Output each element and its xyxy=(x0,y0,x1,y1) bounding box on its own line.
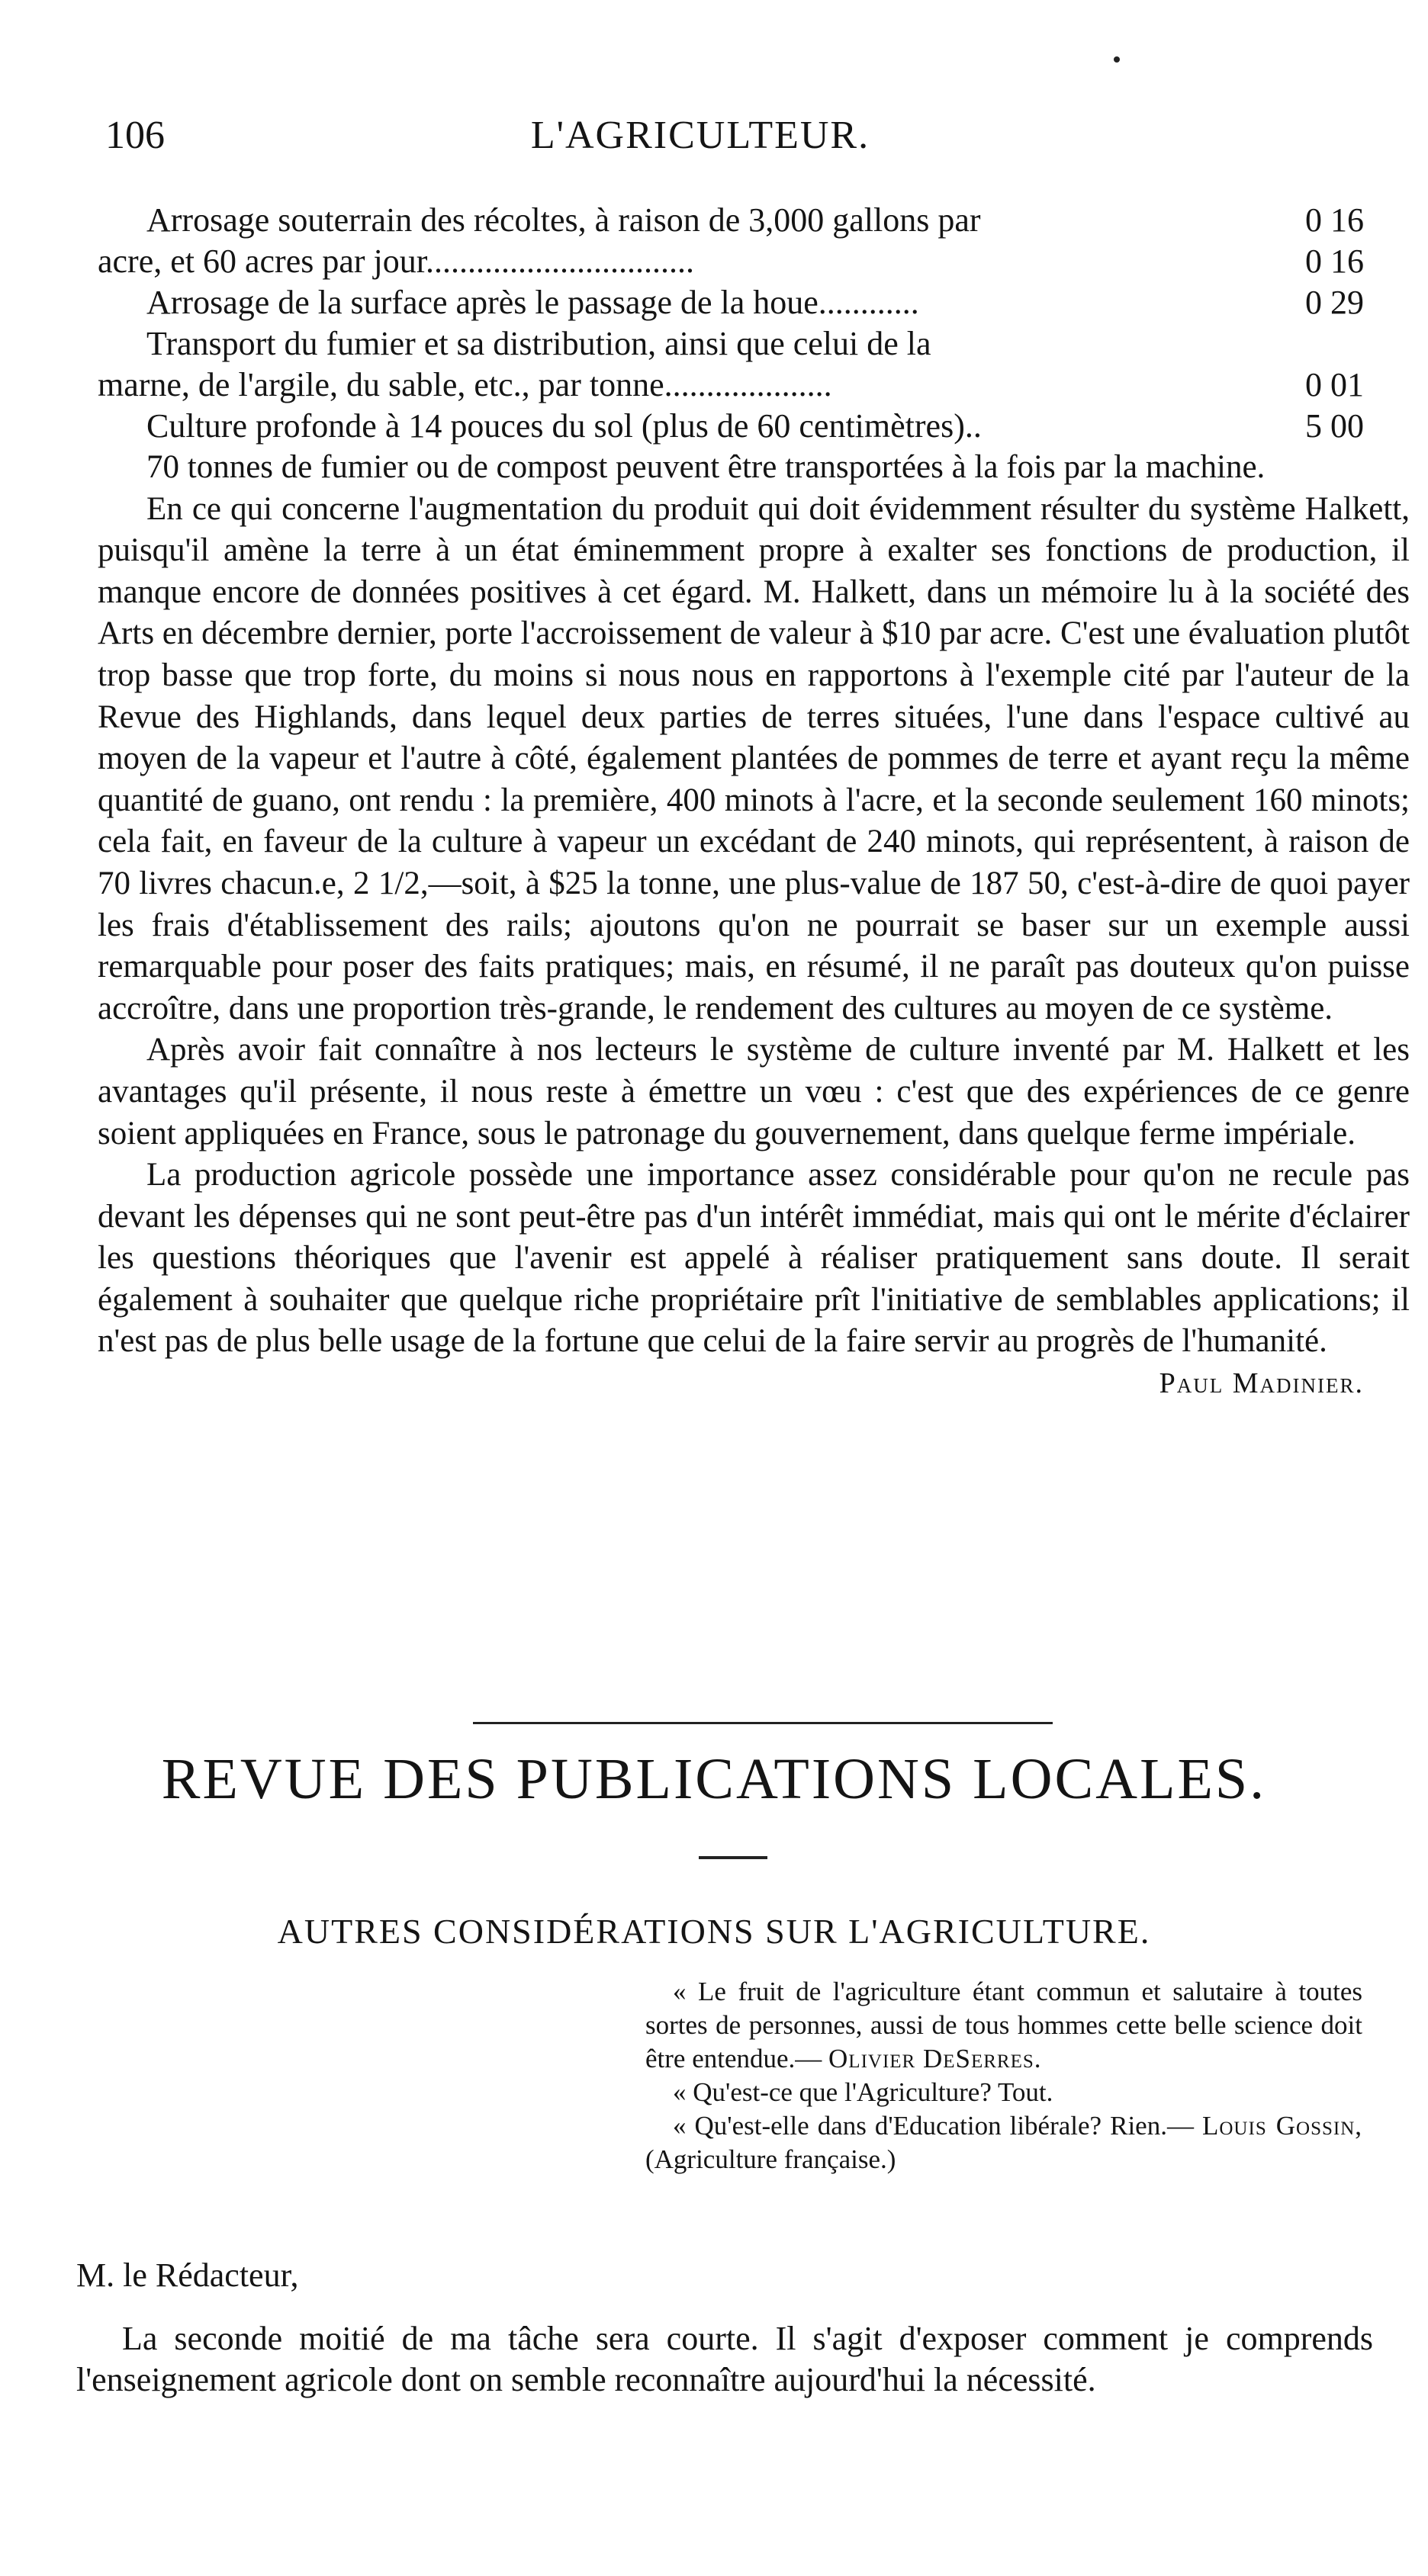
letter-body xyxy=(76,2318,1373,2401)
cost-row xyxy=(98,241,1364,282)
stray-ink-dot xyxy=(1114,56,1120,63)
epigraph-quote: « Le fruit de l'agriculture étant commun et salutaire à toutes sortes de personnes, aussi de tous hommes cette belle science doit être entendue.— Olivier DeSerres. xyxy=(645,1977,1362,2073)
cost-description: Culture profonde à 14 pouces du sol (plus de 60 centimètres).. xyxy=(146,407,982,445)
epigraph-author: Olivier DeSerres. xyxy=(828,2044,1042,2073)
cost-value: 0 01 xyxy=(1305,366,1364,403)
paragraph: 70 tonnes de fumier ou de compost peuvent être transportées à la fois par la machine. xyxy=(146,449,1266,485)
cost-row xyxy=(98,365,1364,406)
cost-description: Arrosage souterrain des récoltes, à raison de 3,000 gallons par xyxy=(146,201,981,239)
cost-value: 5 00 xyxy=(1305,407,1364,445)
cost-description: marne, de l'argile, du sable, etc., par tonne.................... xyxy=(98,366,832,403)
paragraph: La production agricole possède une importance assez considérable pour qu'on ne recule pas devant les dépenses qui ne sont peut-être pas d'un intérêt immédiat, mais qui ont le mérite d'éclairer les questions théoriques que l'avenir est appelé à réaliser pratiquement sans doute. Il serait également à souhaiter que quelque riche propriétaire prît l'initiative de semblables applications; il n'est pas de plus belle usage de la fortune que celui de la faire servir au progrès de l'humanité. xyxy=(98,1157,1410,1360)
letter-salutation: M. le Rédacteur, xyxy=(76,2256,299,2294)
cost-description: Arrosage de la surface après le passage de la houe............ xyxy=(146,284,919,321)
paragraph: Après avoir fait connaître à nos lecteurs le système de culture inventé par M. Halkett et les avantages qu'il présente, il nous reste à émettre un vœu : c'est que des expériences de ce genre soient appliquées en France, sous le patronage du gouvernement, dans quelque ferme impériale. xyxy=(98,1032,1410,1151)
cost-description: acre, et 60 acres par jour................................ xyxy=(98,243,694,280)
cost-value: 0 16 xyxy=(1305,243,1364,280)
running-title: L'AGRICULTEUR. xyxy=(530,114,870,157)
cost-row xyxy=(98,200,1364,241)
page-header xyxy=(98,113,1303,166)
epigraph xyxy=(645,1975,1362,2176)
section-divider xyxy=(473,1722,1053,1724)
cost-value: 0 29 xyxy=(1305,284,1364,321)
article-body xyxy=(98,447,1410,1405)
cost-row xyxy=(98,282,1364,323)
section-title: REVUE DES PUBLICATIONS LOCALES. xyxy=(161,1747,1267,1811)
epigraph-quote: « Qu'est-ce que l'Agriculture? Tout. xyxy=(673,2077,1053,2107)
epigraph-source: (Agriculture française.) xyxy=(645,2144,896,2174)
cost-value: 0 16 xyxy=(1305,201,1364,239)
paragraph: La seconde moitié de ma tâche sera courte. Il s'agit d'exposer comment je comprends l'enseignement agricole dont on semble reconnaître aujourd'hui la nécessité. xyxy=(76,2320,1373,2398)
epigraph-author: Louis Gossin, xyxy=(1202,2111,1363,2141)
author-signature: Paul Madinier. xyxy=(1159,1367,1364,1400)
paragraph: En ce qui concerne l'augmentation du produit qui doit évidemment résulter du système Halkett, puisqu'il amène la terre à un état éminemment propre à exalter ses fonctions de production, il manque encore de données positives à cet égard. M. Halkett, dans un mémoire lu à la société des Arts en décembre dernier, porte l'accroissement de valeur à $10 par acre. C'est une évaluation plutôt trop basse que trop forte, du moins si nous nous en rapportons à l'exemple cité par l'auteur de la Revue des Highlands, dans lequel deux parties de terres situées, l'une dans l'espace cultivé au moyen de la vapeur et l'autre à côté, également plantées de pommes de terre et ayant reçu la même quantité de guano, ont rendu : la première, 400 minots à l'acre, et la seconde seulement 160 minots; cela fait, en faveur de la culture à vapeur un excédant de 240 minots, qui représentent, à raison de 70 livres chacun.e, 2 1/2,—soit, à $25 la tonne, une plus-value de 187 50, c'est-à-dire de quoi payer les frais d'établissement des rails; ajoutons qu'on ne pourrait se baser sur un exemple aussi remarquable pour poser des faits pratiques; mais, en résumé, il ne paraît pas douteux qu'on puisse accroître, dans une proportion très-grande, le rendement des cultures au moyen de ce système. xyxy=(98,490,1410,1026)
cost-row xyxy=(98,323,1364,365)
cost-row xyxy=(98,406,1364,447)
cost-table xyxy=(98,200,1364,447)
epigraph-quote: « Qu'est-elle dans d'Education libérale? Rien.— Louis Gossin, (Agriculture française.) xyxy=(645,2111,1363,2174)
cost-description: Transport du fumier et sa distribution, ainsi que celui de la xyxy=(146,325,931,362)
article-subtitle: AUTRES CONSIDÉRATIONS SUR L'AGRICULTURE. xyxy=(277,1912,1151,1951)
page-number: 106 xyxy=(105,114,165,157)
title-divider xyxy=(699,1856,767,1859)
